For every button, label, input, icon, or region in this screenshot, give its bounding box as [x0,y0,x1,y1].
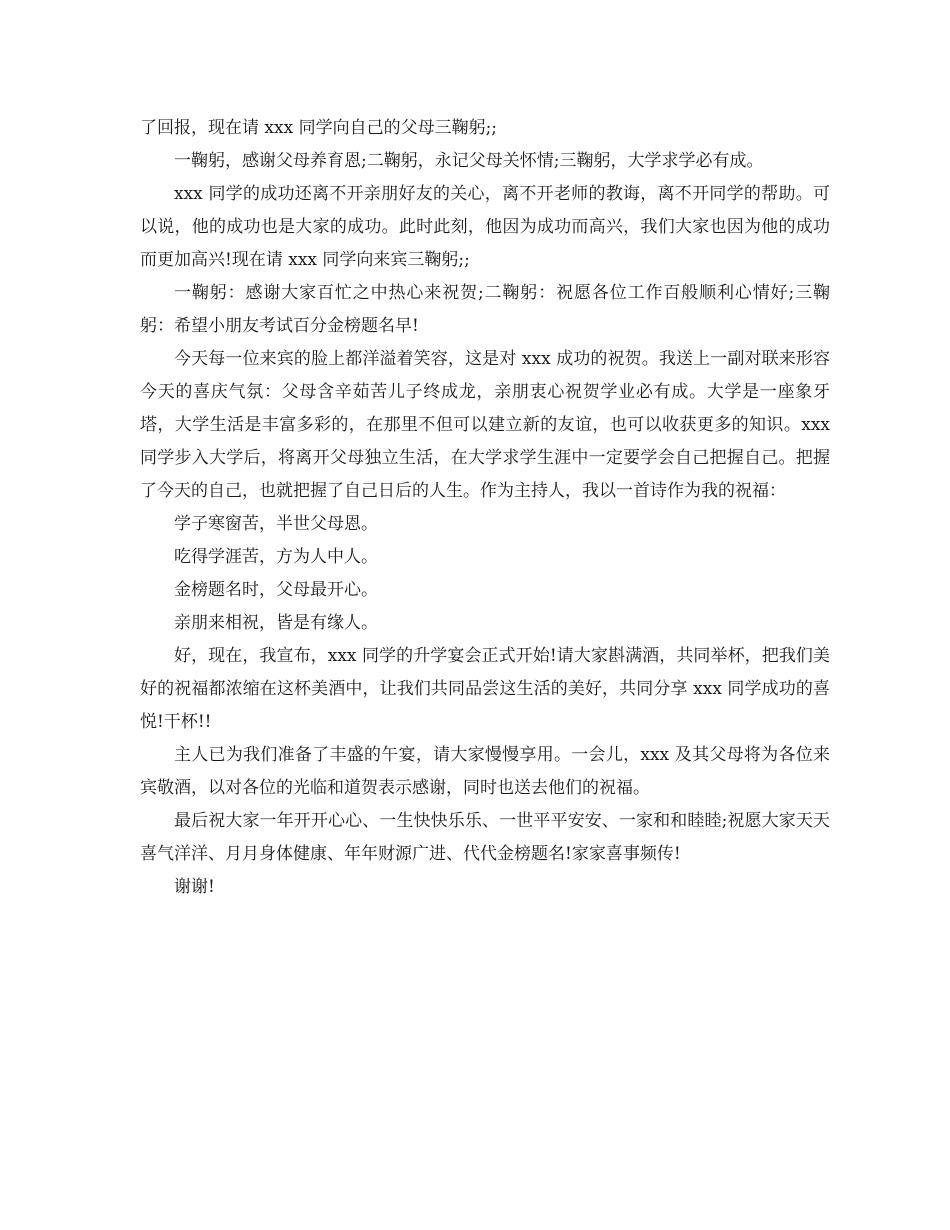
paragraph-2: 一鞠躬，感谢父母养育恩;二鞠躬，永记父母关怀情;三鞠躬，大学求学必有成。 [174,151,764,171]
poem-line-1: 学子寒窗苦，半世父母恩。 [174,514,378,534]
paragraph-5: 今天每一位来宾的脸上都洋溢着笑容，这是对 xxx 成功的祝贺。我送上一副对联来形容今天的喜庆气氛：父母含辛茹苦儿子终成龙，亲朋衷心祝贺学业必有成。大学是一座象牙塔，大学生活是丰富多彩的，在那里不但可以建立新的友谊，也可以收获更多的知识。xxx 同学步入大学后，将离开父母独立生活，在大学求学生涯中一定要学会自己把握自己。把握了今天的自己，也就把握了自己日后的人生。作为主持人，我以一首诗作为我的祝福： [140,349,830,501]
poem-line-2: 吃得学涯苦，方为人中人。 [174,547,378,567]
paragraph-11: 主人已为我们准备了丰盛的午宴，请大家慢慢享用。一会儿，xxx 及其父母将为各位来宾敬酒，以对各位的光临和道贺表示感谢，同时也送去他们的祝福。 [140,745,830,798]
poem-line-3: 金榜题名时，父母最开心。 [174,580,378,600]
poem-line-4: 亲朋来相祝，皆是有缘人。 [174,613,378,633]
closing-thanks: 谢谢! [174,877,215,897]
paragraph-10: 好，现在，我宣布，xxx 同学的升学宴会正式开始!请大家斟满酒，共同举杯，把我们美好的祝福都浓缩在这杯美酒中，让我们共同品尝这生活的美好，共同分享 xxx 同学成功的喜悦!干杯!! [140,646,830,732]
paragraph-12: 最后祝大家一年开开心心、一生快快乐乐、一世平平安安、一家和和睦睦;祝愿大家天天喜气洋洋、月月身体健康、年年财源广进、代代金榜题名!家家喜事频传! [140,811,830,864]
document-body [140,112,830,904]
paragraph-3: xxx 同学的成功还离不开亲朋好友的关心，离不开老师的教诲，离不开同学的帮助。可以说，他的成功也是大家的成功。此时此刻，他因为成功而高兴，我们大家也因为他的成功而更加高兴!现在请 xxx 同学向来宾三鞠躬;; [140,184,830,270]
paragraph-4: 一鞠躬：感谢大家百忙之中热心来祝贺;二鞠躬：祝愿各位工作百般顺利心情好;三鞠躬：希望小朋友考试百分金榜题名早! [140,283,830,336]
paragraph-1: 了回报，现在请 xxx 同学向自己的父母三鞠躬;; [140,118,498,138]
